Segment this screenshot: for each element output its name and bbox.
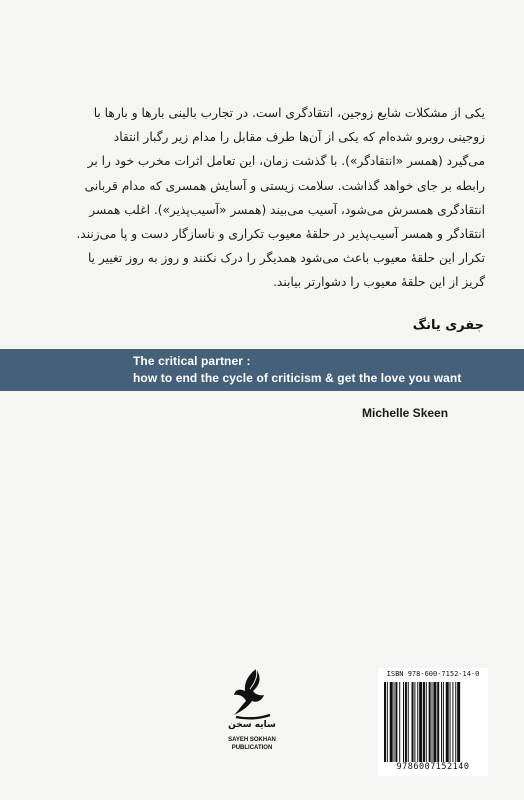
blurb-line: می‌گیرد (همسر «انتقادگر»). با گذشت زمان، این تعامل اثرات مخرب خود را بر [87,154,485,169]
barcode-bars [384,682,482,762]
blurb-line: زوجینی روبرو شده‌ام که یکی از آن‌ها طرف مقابل را مدام زیر رگبار انتقاد [113,130,485,145]
publisher-logo [222,665,282,765]
english-title: The critical partner : [133,354,251,368]
back-cover-blurb [40,101,485,295]
book-author: Michelle Skeen [362,406,449,420]
blurb-author: جفری یانگ [412,318,484,333]
blurb-line: رابطه بر جای خواهد گذاشت. سلامت زیستی و آسایش همسری که مدام قربانی [84,178,485,193]
feather-icon [222,665,282,721]
publisher-name-en [216,736,288,752]
blurb-line: انتقادگر و همسر آسیب‌پذیر در حلقهٔ معیوب تکراری و ناسازگار دست و پا می‌زنند. [76,227,485,242]
blurb-line: تکرار این حلقهٔ معیوب باعث می‌شود همدیگر را درک نکنند و روز به روز تغییر یا [87,251,485,266]
blurb-line: یکی از مشکلات شایع زوجین، انتقادگری است. در تجارب بالینی بارها و بارها با [93,106,485,120]
english-subtitle: how to end the cycle of criticism & get the love you want [133,371,462,385]
publisher-name-fa: سایه سخن [228,720,276,730]
blurb-line: گریز از این حلقهٔ معیوب را دشوارتر بیابند. [273,275,485,290]
publisher-name-line: SAYEH SOKHAN [228,737,276,743]
title-band [0,349,524,391]
publisher-name-line: PUBLICATION [231,745,273,751]
isbn-label: ISBN 978-600-7152-14-0 [386,670,480,678]
blurb-line: انتقادگری همسرش می‌شود، آسیب می‌بیند (همسر «آسیب‌پذیر»). اغلب همسر [89,202,485,217]
barcode-number: 9786007152140 [396,762,470,772]
barcode-block [378,668,488,776]
